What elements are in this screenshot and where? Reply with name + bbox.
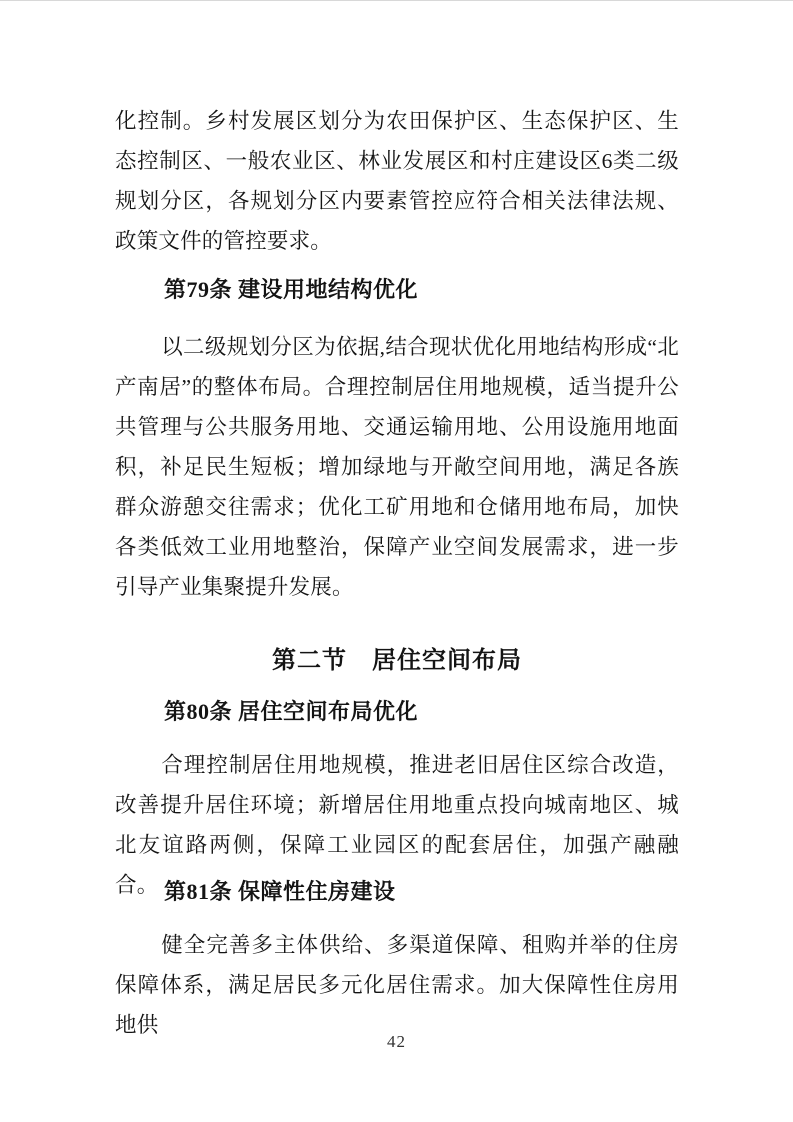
article-80-heading: 第80条 居住空间布局优化	[164, 699, 419, 724]
paragraph-continuation: 化控制。乡村发展区划分为农田保护区、生态保护区、生态控制区、一般农业区、林业发展区和村庄建设区6类二级规划分区，各规划分区内要素管控应符合相关法律法规、政策文件的管控要求。	[115, 109, 679, 253]
article-79-heading: 第79条 建设用地结构优化	[164, 277, 419, 302]
section-2-heading: 第二节 居住空间布局	[272, 647, 522, 674]
article-81-body: 健全完善多主体供给、多渠道保障、租购并举的住房保障体系，满足居民多元化居住需求。加大保障性住房用地供	[115, 933, 679, 1037]
article-79-body: 以二级规划分区为依据,结合现状优化用地结构形成“北产南居”的整体布局。合理控制居住用地规模，适当提升公共管理与公共服务用地、交通运输用地、公用设施用地面积，补足民生短板；增加绿地与开敞空间用地，满足各族群众游憩交往需求；优化工矿用地和仓储用地布局，加快各类低效工业用地整治，保障产业空间发展需求，进一步引导产业集聚提升发展。	[115, 335, 679, 599]
page-number: 42	[387, 1032, 406, 1051]
article-81-heading: 第81条 保障性住房建设	[164, 879, 396, 904]
article-80-body: 合理控制居住用地规模，推进老旧居住区综合改造，改善提升居住环境；新增居住用地重点投向城南地区、城北友谊路两侧，保障工业园区的配套居住，加强产融融合。	[115, 753, 679, 897]
